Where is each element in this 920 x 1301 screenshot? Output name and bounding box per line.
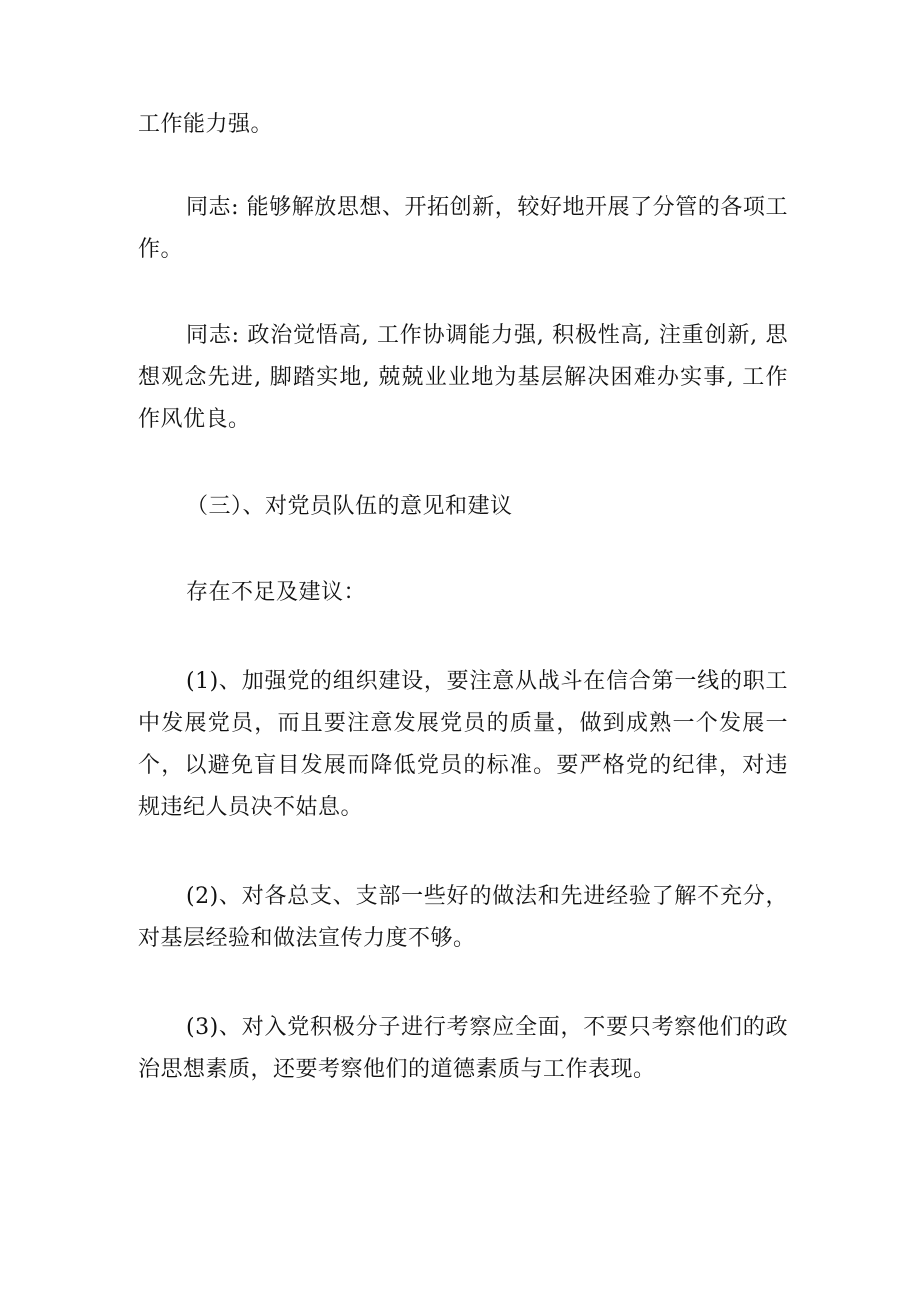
paragraph-continuation: 工作能力强。 [138,112,274,137]
suggestion-item-3: (3)、对入党积极分子进行考察应全面，不要只考察他们的政治思想素质，还要考察他们的道德素质与工作表现。 [138,1015,788,1082]
paragraph-comrade-evaluation-2: 同志: 政治觉悟高, 工作协调能力强, 积极性高, 注重创新, 思想观念先进, 脚踏实地, 兢兢业业地为基层解决困难办实事, 工作作风优良。 [138,323,788,432]
subheading-shortcomings: 存在不足及建议： [186,580,367,605]
suggestion-item-2: (2)、对各总支、支部一些好的做法和先进经验了解不充分，对基层经验和做法宣传力度不够。 [138,884,788,951]
section-heading-suggestions: （三）、对党员队伍的意见和建议 [186,494,513,519]
suggestion-item-1: (1)、加强党的组织建设，要注意从战斗在信合第一线的职工中发展党员，而且要注意发展党员的质量，做到成熟一个发展一个，以避免盲目发展而降低党员的标准。要严格党的纪律，对违规违纪人员决不姑息。 [138,669,788,820]
paragraph-comrade-evaluation-1: 同志: 能够解放思想、开拓创新，较好地开展了分管的各项工作。 [138,195,788,262]
